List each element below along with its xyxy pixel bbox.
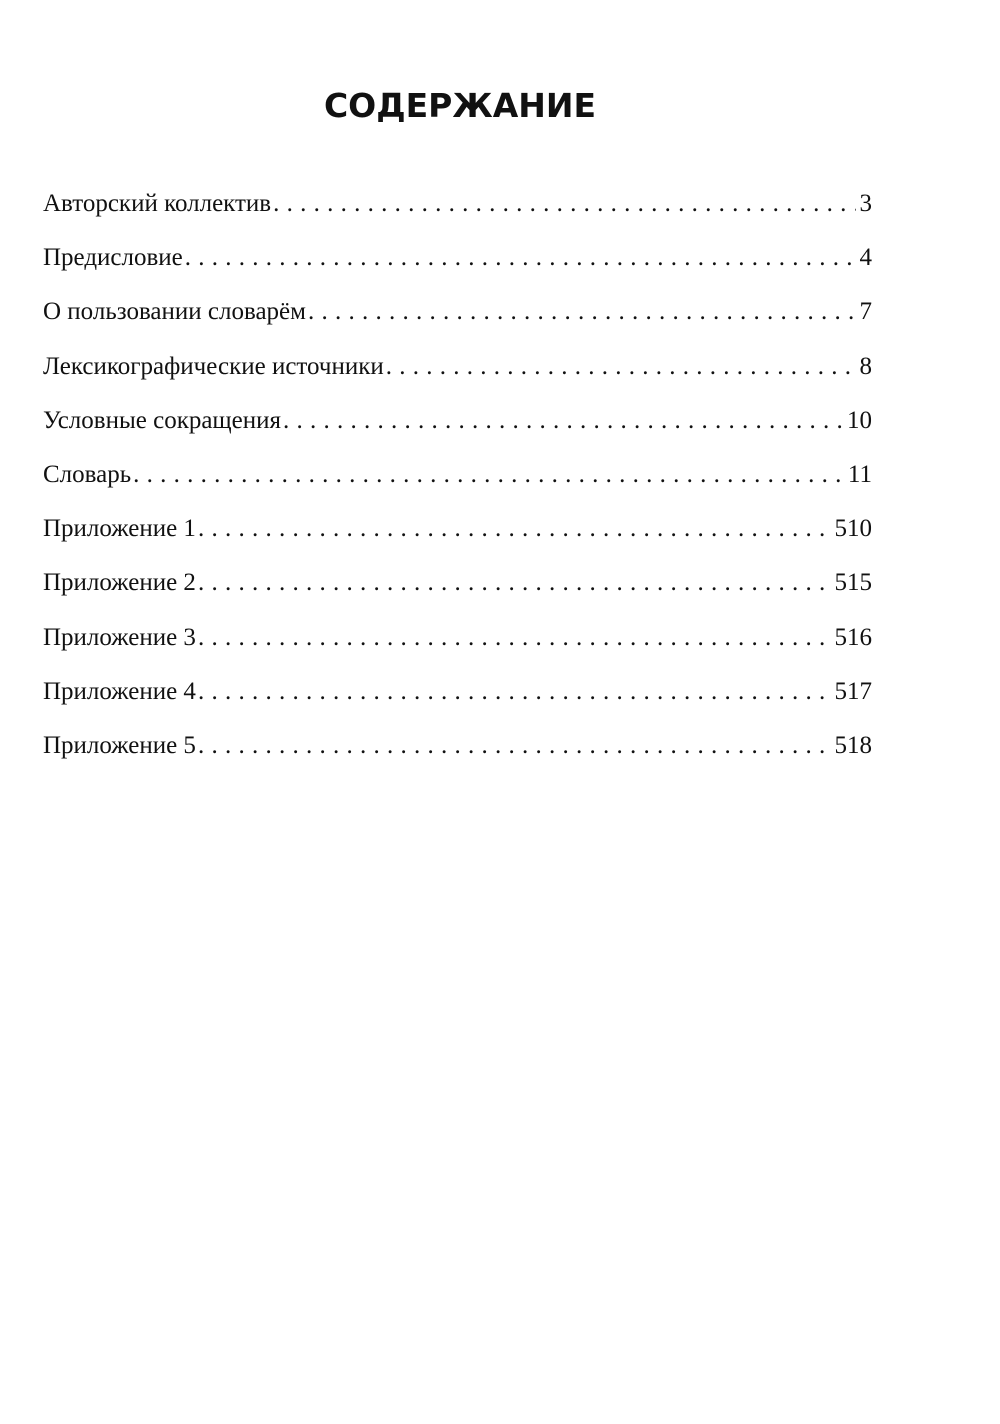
toc-entry-label: Приложение 3 [43, 623, 196, 651]
toc-entry [43, 353, 872, 407]
toc-entry-page: 516 [834, 623, 872, 651]
toc-entry-label: Приложение 4 [43, 677, 196, 705]
toc-entry-label: Лексикографические источники [43, 352, 384, 380]
toc-entry-label: Словарь [43, 460, 132, 488]
toc-dot-leader [198, 569, 831, 597]
table-of-contents [43, 190, 872, 786]
toc-dot-leader [185, 244, 856, 272]
toc-entry [43, 190, 872, 244]
toc-entry-page: 8 [859, 352, 872, 380]
toc-entry-label: Приложение 5 [43, 731, 196, 759]
page-title: СОДЕРЖАНИЕ [323, 86, 597, 125]
toc-dot-leader [386, 353, 856, 381]
toc-entry-page: 10 [847, 406, 872, 434]
toc-dot-leader [198, 515, 831, 543]
toc-entry [43, 732, 872, 786]
toc-entry-page: 7 [859, 298, 872, 326]
toc-entry-page: 518 [834, 731, 872, 759]
toc-entry-page: 510 [834, 515, 872, 543]
toc-dot-leader [273, 190, 855, 218]
toc-dot-leader [283, 407, 843, 435]
toc-dot-leader [308, 298, 856, 326]
toc-entry-page: 515 [834, 569, 872, 597]
toc-entry [43, 678, 872, 732]
toc-entry [43, 407, 872, 461]
toc-entry-label: Авторский коллектив [43, 190, 272, 217]
toc-dot-leader [133, 461, 844, 489]
toc-entry-page: 11 [847, 460, 872, 488]
toc-entry-page: 517 [834, 677, 872, 705]
toc-entry-label: О пользовании словарём [43, 298, 306, 326]
toc-entry-label: Предисловие [43, 244, 183, 272]
toc-entry [43, 515, 872, 569]
toc-dot-leader [198, 732, 831, 760]
toc-entry-label: Условные сокращения [43, 406, 282, 434]
toc-entry-page: 3 [859, 190, 872, 217]
toc-entry [43, 244, 872, 298]
toc-entry [43, 298, 872, 352]
toc-entry [43, 624, 872, 678]
toc-entry [43, 569, 872, 623]
toc-dot-leader [198, 624, 831, 652]
toc-entry-label: Приложение 2 [43, 569, 196, 597]
toc-entry-page: 4 [859, 244, 872, 272]
toc-dot-leader [198, 678, 831, 706]
toc-entry-label: Приложение 1 [43, 515, 196, 543]
toc-entry [43, 461, 872, 515]
